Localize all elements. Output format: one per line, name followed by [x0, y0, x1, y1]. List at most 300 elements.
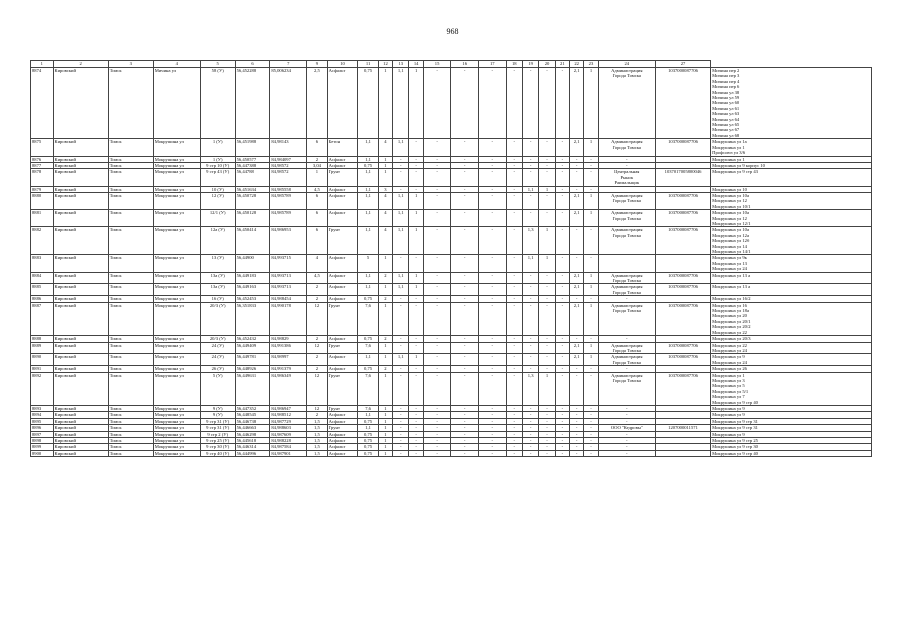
table-cell: 84,984097	[270, 156, 307, 162]
table-cell: -	[506, 139, 522, 156]
table-cell: -	[393, 366, 409, 372]
table-cell: -	[423, 438, 451, 444]
table-cell: -	[570, 418, 584, 424]
table-cell: 56,452453	[235, 296, 270, 302]
table-cell: 2	[307, 284, 327, 296]
table-cell: -	[451, 431, 479, 437]
table-cell: -	[479, 418, 507, 424]
table-cell: -	[539, 162, 555, 168]
table-row	[31, 272, 872, 284]
address-line: Мокрушина ул 16	[712, 302, 747, 308]
table-cell: 1	[378, 425, 392, 431]
table-cell: 1,1	[393, 210, 409, 227]
table-cell: -	[451, 418, 479, 424]
table-cell: -	[539, 444, 555, 450]
column-header: 27	[655, 61, 710, 68]
table-cell: 1	[378, 372, 392, 405]
table-cell: 84,991386	[270, 342, 307, 354]
address-line: Мокрушина ул 10/1	[712, 203, 751, 209]
address-cell	[711, 272, 872, 284]
table-cell: Асфальт	[327, 186, 358, 192]
table-cell: Кировский	[53, 210, 108, 227]
table-cell: 8894	[31, 412, 54, 418]
table-cell: -	[506, 372, 522, 405]
table-cell: 1	[584, 192, 598, 209]
column-header: 7	[270, 61, 307, 68]
table-cell: -	[584, 366, 598, 372]
inn-cell: 1037000087706	[655, 227, 710, 255]
table-cell: -	[451, 284, 479, 296]
table-cell: Грунт	[327, 405, 358, 411]
table-cell: -	[506, 192, 522, 209]
table-cell: Кировский	[53, 354, 108, 366]
table-cell: -	[393, 444, 409, 450]
table-cell: -	[584, 156, 598, 162]
table-cell: -	[479, 431, 507, 437]
table-cell: 1,1	[358, 425, 378, 431]
table-cell: -	[409, 336, 423, 342]
address-line: Мичина пер 4	[712, 78, 740, 84]
table-cell: -	[570, 425, 584, 431]
table-cell: -	[555, 405, 569, 411]
table-cell: 2,1	[570, 284, 584, 296]
table-cell: -	[479, 162, 507, 168]
column-header: 13	[393, 61, 409, 68]
table-cell: -	[423, 425, 451, 431]
table-cell: 13а (У)	[200, 272, 235, 284]
table-cell: -	[570, 412, 584, 418]
table-cell: -	[409, 412, 423, 418]
table-cell: 1,1	[522, 186, 538, 192]
address-line: Мокрушина ул 5	[712, 383, 745, 389]
table-cell: 20/3 (У)	[200, 336, 235, 342]
table-cell: -	[393, 438, 409, 444]
table-cell: 56,449183	[235, 272, 270, 284]
table-cell: 1,1	[358, 412, 378, 418]
column-header: 18	[506, 61, 522, 68]
table-cell: Томск	[108, 444, 153, 450]
table-cell: -	[451, 412, 479, 418]
table-cell: -	[539, 284, 555, 296]
table-cell: -	[479, 169, 507, 186]
table-cell: 1,1	[393, 354, 409, 366]
table-cell: 2,1	[570, 210, 584, 227]
table-cell: 13 (У)	[200, 255, 235, 272]
table-cell: 1	[378, 156, 392, 162]
table-cell: -	[451, 227, 479, 255]
owner-line: Администрация	[611, 139, 643, 145]
owner-line: Администрация	[611, 68, 643, 73]
table-cell: -	[555, 284, 569, 296]
address-line: Мокрушина ул 14/1	[712, 249, 751, 254]
table-cell: -	[479, 372, 507, 405]
table-cell: -	[479, 186, 507, 192]
table-cell: Мокрушина ул	[153, 372, 200, 405]
table-cell: 1	[378, 68, 392, 139]
table-cell: -	[479, 192, 507, 209]
table-cell: -	[423, 302, 451, 335]
table-cell: 13а (У)	[200, 284, 235, 296]
table-cell: 1	[584, 284, 598, 296]
table-cell: 12а (У)	[200, 227, 235, 255]
owner-line: Администрация	[611, 192, 643, 198]
table-cell: 9 стр 43 (У)	[200, 169, 235, 186]
table-cell: -	[506, 342, 522, 354]
table-cell: -	[393, 372, 409, 405]
table-cell: Кировский	[53, 412, 108, 418]
owner-line: Города Томска	[612, 347, 641, 353]
address-cell	[711, 169, 872, 186]
table-cell: -	[570, 438, 584, 444]
table-cell: -	[423, 169, 451, 186]
table-cell: 9 стр 31 (У)	[200, 418, 235, 424]
table-cell: -	[584, 418, 598, 424]
table-cell: -	[522, 354, 538, 366]
table-cell: 56,452288	[235, 68, 270, 139]
table-cell: 2	[378, 336, 392, 342]
table-cell: -	[451, 354, 479, 366]
address-line: Мокрушина ул 12	[712, 198, 747, 204]
table-cell: -	[555, 425, 569, 431]
table-cell: 1,1	[522, 255, 538, 272]
owner-line: -	[626, 296, 628, 302]
table-cell: -	[584, 438, 598, 444]
table-cell: 1	[409, 192, 423, 209]
table-cell: Асфальт	[327, 354, 358, 366]
table-cell: Кировский	[53, 139, 108, 156]
address-line: Мокрушина ул 10а	[712, 210, 749, 216]
table-cell: 56,446314	[235, 444, 270, 450]
table-cell: 8882	[31, 227, 54, 255]
table-cell: 56,450414	[235, 227, 270, 255]
table-cell: -	[479, 450, 507, 456]
table-cell: 8893	[31, 405, 54, 411]
table-cell: -	[584, 169, 598, 186]
table-cell: Томск	[108, 450, 153, 456]
table-cell: -	[539, 156, 555, 162]
table-cell: 2,1	[570, 302, 584, 335]
owner-line: Города Томска	[612, 377, 641, 383]
table-cell: -	[479, 342, 507, 354]
table-cell: -	[522, 336, 538, 342]
table-cell: Мичина ул	[153, 68, 200, 139]
table-cell: -	[409, 418, 423, 424]
table-cell: -	[409, 162, 423, 168]
column-header: 23	[584, 61, 598, 68]
table-cell: Кировский	[53, 192, 108, 209]
table-cell: 56,447352	[235, 405, 270, 411]
inn-cell: 1037000087706	[655, 302, 710, 335]
table-cell: -	[570, 450, 584, 456]
owner-line: Города Томска	[612, 198, 641, 204]
table-cell: -	[479, 156, 507, 162]
page-number: 968	[446, 27, 459, 36]
table-cell: -	[584, 186, 598, 192]
table-cell: -	[479, 302, 507, 335]
table-cell: 0,75	[358, 162, 378, 168]
table-cell: 56,451634	[235, 186, 270, 192]
inn-cell: 1037000087706	[655, 284, 710, 296]
address-line: Мокрушина ул 9 стр 40	[712, 450, 758, 456]
table-cell: -	[393, 255, 409, 272]
table-cell: 8876	[31, 156, 54, 162]
table-cell: -	[584, 450, 598, 456]
table-cell: -	[570, 366, 584, 372]
table-cell: -	[393, 418, 409, 424]
table-cell: 7,6	[358, 372, 378, 405]
address-cell	[711, 139, 872, 156]
address-line: Мичина ул 67	[712, 127, 740, 133]
address-line: Мокрушина ул 9 стр 40	[712, 399, 758, 405]
address-line: Мокрушина ул 9 стр 25	[712, 438, 758, 443]
table-cell: 56,444996	[235, 450, 270, 456]
column-header: 5	[200, 61, 235, 68]
table-cell: 1	[307, 169, 327, 186]
table-cell: Асфальт	[327, 444, 358, 450]
table-cell: -	[522, 296, 538, 302]
table-cell: 1	[378, 405, 392, 411]
table-cell: -	[423, 296, 451, 302]
table-cell: 56,44788	[235, 169, 270, 186]
address-line: Мокрушина ул 9 стр 43	[712, 169, 758, 175]
table-cell: 8895	[31, 418, 54, 424]
table-cell: -	[555, 302, 569, 335]
table-cell: 16 (У)	[200, 296, 235, 302]
table-cell: -	[423, 366, 451, 372]
table-cell: Мокрушина ул	[153, 255, 200, 272]
table-cell: -	[506, 302, 522, 335]
table-cell: -	[451, 186, 479, 192]
table-cell: -	[584, 336, 598, 342]
table-cell: -	[522, 342, 538, 354]
table-cell: Асфальт	[327, 192, 358, 209]
table-cell: Томск	[108, 169, 153, 186]
table-cell: Томск	[108, 210, 153, 227]
table-cell: -	[423, 284, 451, 296]
table-cell: -	[506, 405, 522, 411]
table-cell: 1	[409, 284, 423, 296]
table-cell: -	[423, 372, 451, 405]
table-cell: 84,986953	[270, 227, 307, 255]
table-cell: -	[393, 169, 409, 186]
table-cell: Томск	[108, 139, 153, 156]
table-cell: -	[409, 296, 423, 302]
table-cell: 2,1	[570, 192, 584, 209]
table-cell: 84,98143	[270, 139, 307, 156]
address-line: Мичина пер 6	[712, 84, 740, 90]
table-cell: 2,1	[570, 68, 584, 139]
table-cell: -	[423, 272, 451, 284]
table-cell: 56,449409	[235, 342, 270, 354]
table-cell: Мокрушина ул	[153, 354, 200, 366]
table-cell: -	[555, 418, 569, 424]
table-cell: -	[539, 405, 555, 411]
table-cell: 1	[409, 354, 423, 366]
inn-cell: 1037000087706	[655, 372, 710, 405]
table-cell: -	[570, 405, 584, 411]
table-cell: Кировский	[53, 444, 108, 450]
table-cell: 84,98829	[270, 336, 307, 342]
table-cell: -	[451, 272, 479, 284]
table-cell: -	[393, 162, 409, 168]
table-cell: -	[451, 192, 479, 209]
table-cell: -	[522, 425, 538, 431]
table-cell: Грунт	[327, 372, 358, 405]
table-cell: -	[506, 227, 522, 255]
table-cell: -	[409, 186, 423, 192]
table-cell: -	[506, 162, 522, 168]
owner-line: Города Томска	[612, 215, 641, 221]
table-cell: -	[522, 210, 538, 227]
table-cell: Кировский	[53, 169, 108, 186]
table-cell: -	[539, 438, 555, 444]
table-cell: Мокрушина ул	[153, 284, 200, 296]
table-cell: Мокрушина ул	[153, 342, 200, 354]
table-row	[31, 192, 872, 209]
table-cell: -	[451, 425, 479, 431]
table-cell: Мокрушина ул	[153, 418, 200, 424]
table-cell: 4,5	[307, 186, 327, 192]
table-cell: -	[570, 431, 584, 437]
table-cell: 2,1	[570, 354, 584, 366]
table-cell: -	[506, 366, 522, 372]
table-cell: Мокрушина ул	[153, 162, 200, 168]
table-cell: 84,993713	[270, 284, 307, 296]
table-cell: -	[555, 169, 569, 186]
address-line: Профсоюз ул 3/6	[712, 150, 746, 156]
table-cell: 8877	[31, 162, 54, 168]
table-cell: Томск	[108, 156, 153, 162]
table-cell: 1	[584, 68, 598, 139]
table-cell: -	[539, 139, 555, 156]
table-cell: -	[522, 444, 538, 450]
table-cell: -	[423, 444, 451, 450]
table-cell: -	[506, 336, 522, 342]
table-cell: -	[423, 210, 451, 227]
table-cell: 0,75	[358, 418, 378, 424]
table-cell: Асфальт	[327, 272, 358, 284]
table-cell: -	[584, 405, 598, 411]
owner-cell	[598, 302, 655, 335]
table-cell: 8880	[31, 192, 54, 209]
table-cell: Асфальт	[327, 296, 358, 302]
table-cell: Томск	[108, 162, 153, 168]
inn-cell: 1037000087706	[655, 354, 710, 366]
table-cell: 84,986349	[270, 372, 307, 405]
address-cell	[711, 302, 872, 335]
table-cell: -	[539, 418, 555, 424]
table-cell: Кировский	[53, 302, 108, 335]
table-cell: 1	[409, 227, 423, 255]
table-cell: -	[506, 412, 522, 418]
table-cell: 6	[307, 227, 327, 255]
table-cell: 1,1	[358, 156, 378, 162]
table-cell: 4	[307, 255, 327, 272]
table-cell: Томск	[108, 412, 153, 418]
table-cell: -	[393, 405, 409, 411]
owner-line: Города Томска	[612, 73, 641, 79]
table-cell: 2,1	[570, 342, 584, 354]
column-header: 10	[327, 61, 358, 68]
table-cell: Томск	[108, 405, 153, 411]
table-cell: -	[479, 210, 507, 227]
column-header: 16	[451, 61, 479, 68]
table-cell: 6	[307, 139, 327, 156]
table-cell: 0,75	[358, 431, 378, 437]
table-cell: 56,448926	[235, 366, 270, 372]
table-cell: 8900	[31, 450, 54, 456]
column-header: 3	[108, 61, 153, 68]
address-line: Мокрушина ул 22	[712, 329, 747, 335]
address-line: Мокрушина ул 10	[712, 186, 747, 192]
table-cell: -	[451, 366, 479, 372]
table-cell: Асфальт	[327, 284, 358, 296]
column-header: 24	[598, 61, 655, 68]
table-cell: 1,1	[358, 272, 378, 284]
address-cell	[711, 284, 872, 296]
owner-line: Рынок	[620, 174, 634, 180]
address-cell	[711, 450, 872, 456]
table-cell: 1	[378, 412, 392, 418]
table-cell: -	[555, 296, 569, 302]
owner-cell	[598, 139, 655, 156]
address-cell	[711, 255, 872, 272]
address-line: Мокрушина ул 20/2	[712, 324, 751, 330]
table-cell: 8889	[31, 342, 54, 354]
owner-line: -	[626, 438, 628, 443]
table-cell: -	[539, 425, 555, 431]
table-cell: -	[423, 354, 451, 366]
table-row	[31, 139, 872, 156]
column-header: 20	[539, 61, 555, 68]
table-cell: 1	[378, 284, 392, 296]
table-cell: 84,98572	[270, 169, 307, 186]
table-cell: 56,445618	[235, 438, 270, 444]
table-cell: -	[479, 255, 507, 272]
table-cell: -	[506, 431, 522, 437]
column-header: 19	[522, 61, 538, 68]
address-line: Мокрушина ул 26	[712, 366, 747, 372]
table-cell: 2	[307, 354, 327, 366]
table-cell: 56,451988	[235, 139, 270, 156]
column-header: 22	[570, 61, 584, 68]
table-cell: -	[409, 450, 423, 456]
table-cell: Мокрушина ул	[153, 272, 200, 284]
table-cell: -	[479, 366, 507, 372]
table-cell: -	[451, 139, 479, 156]
address-line: Мокрушина ул 1	[712, 156, 745, 162]
table-cell: -	[522, 302, 538, 335]
address-line: Мичина ул 59	[712, 95, 740, 101]
address-line: Мокрушина ул 12б	[712, 238, 750, 244]
owner-line: Администрация	[611, 302, 643, 308]
table-cell: -	[451, 169, 479, 186]
table-cell: -	[522, 405, 538, 411]
table-cell: Грунт	[327, 425, 358, 431]
address-cell	[711, 227, 872, 255]
address-cell	[711, 210, 872, 227]
table-cell: Томск	[108, 336, 153, 342]
table-cell: 84,988228	[270, 438, 307, 444]
table-cell: 12	[307, 342, 327, 354]
table-cell: -	[522, 169, 538, 186]
column-header: 1	[31, 61, 54, 68]
table-cell: -	[539, 192, 555, 209]
table-cell: Кировский	[53, 425, 108, 431]
table-cell: Кировский	[53, 68, 108, 139]
table-cell: -	[451, 255, 479, 272]
table-cell: 85,006234	[270, 68, 307, 139]
